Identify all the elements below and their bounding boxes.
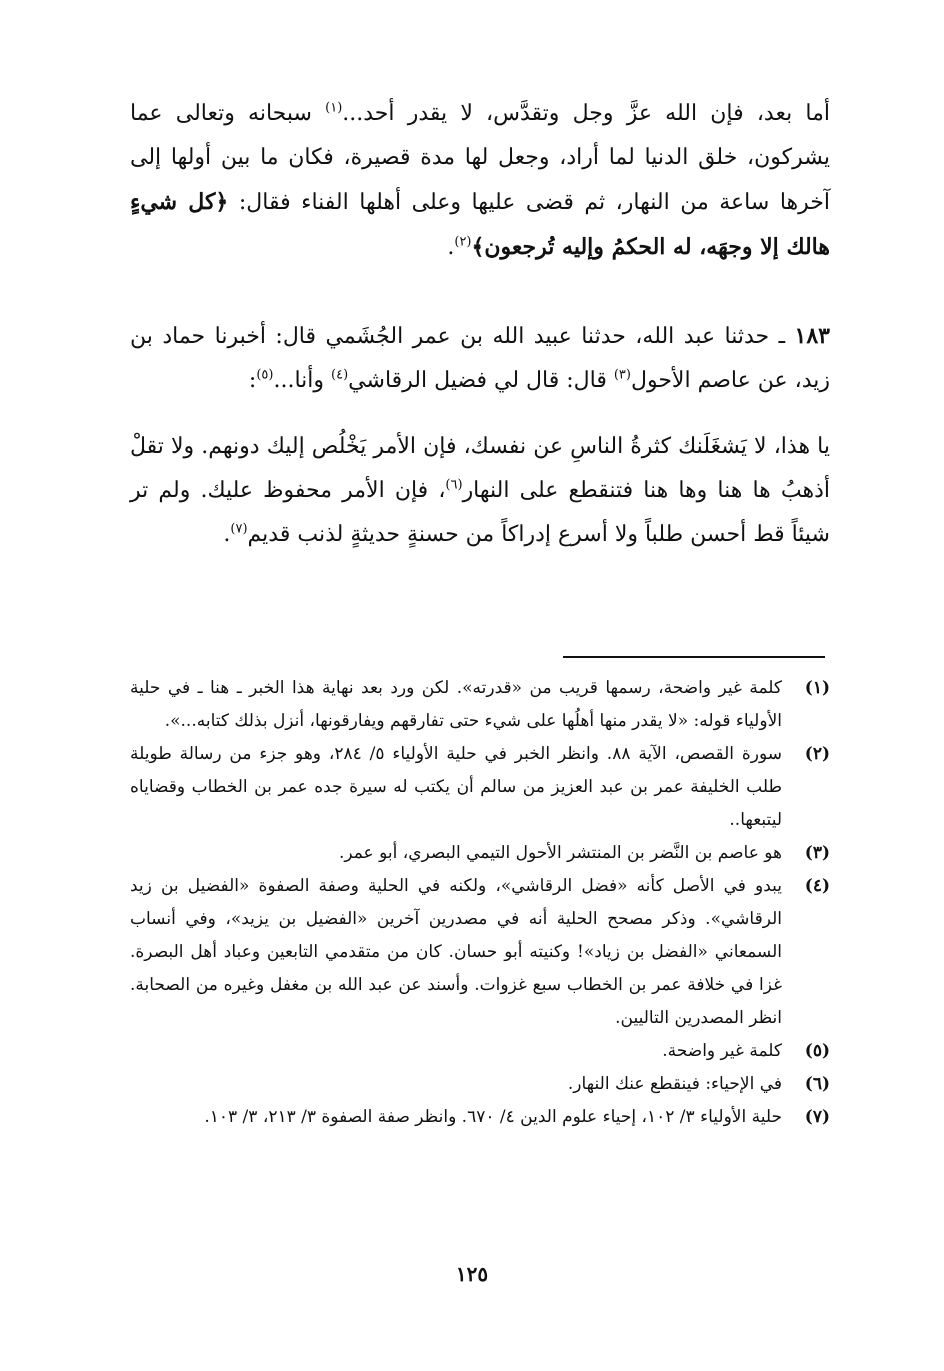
paragraph-1-text-a: أما بعد، فإن الله عزَّ وجل وتقدَّس، لا يقدر أحد...: [342, 101, 830, 126]
footnote-7: [130, 1101, 830, 1134]
spacer: [130, 403, 830, 425]
footnote-ref-2[interactable]: (٢): [454, 234, 472, 250]
paragraph-2-text-a: ـ حدثنا عبد الله، حدثنا عبيد الله بن عمر الجُشَمي قال: أخبرنا حماد بن زيد، عن عاصم الأحول: [130, 324, 830, 393]
footnote-ref-4[interactable]: (٤): [331, 367, 349, 383]
footnote-2: [130, 738, 830, 837]
page-number: ١٢٥: [455, 1262, 489, 1286]
footnote-number: (٧): [804, 1107, 830, 1127]
footnote-text: سورة القصص، الآية ٨٨. وانظر الخبر في حلية الأولياء ٥/ ٢٨٤، وهو جزء من رسالة طويلة طلب الخليفة عمر بن عبد العزيز من سالم أن يكتب له سيرة جده عمر بن الخطاب وقضاياه ليتبعها..: [130, 744, 782, 830]
paragraph-2-end: :: [248, 368, 257, 393]
paragraph-1-text-b: سبحانه وتعالى عما يشركون، خلق الدنيا لما أراد، وجعل لها مدة قصيرة، فكان ما بين أولها إلى آخرها ساعة من النهار، ثم قضى عليها وعلى أهلها الفناء فقال:: [130, 101, 830, 215]
footnote-number: (١): [804, 678, 830, 698]
footnote-5: [130, 1035, 830, 1068]
paragraph-2-text-b: قال: قال لي فضيل الرقاشي: [348, 368, 614, 393]
footnote-ref-5[interactable]: (٥): [256, 367, 274, 383]
footnote-text: هو عاصم بن النَّضر بن المنتشر الأحول التيمي البصري، أبو عمر.: [338, 843, 782, 863]
paragraph-1-end: .: [447, 235, 455, 260]
footnote-number: (٣): [804, 843, 830, 863]
footnote-number: (٦): [804, 1074, 830, 1094]
paragraph-3: [130, 425, 830, 557]
footnote-text: حلية الأولياء ٣/ ١٠٢، إحياء علوم الدين ٤/ ٦٧٠. وانظر صفة الصفوة ٣/ ٢١٣، ٣/ ١٠٣.: [204, 1107, 782, 1127]
paragraph-2: [130, 314, 830, 403]
footnote-divider: [563, 656, 825, 658]
footnotes: [130, 672, 830, 1134]
paragraph-2-text-c: وأنا...: [273, 368, 332, 393]
footnote-text: كلمة غير واضحة، رسمها قريب من «قدرته». لكن ورد بعد نهاية هذا الخبر ـ هنا ـ في حلية الأولياء قوله: «لا يقدر منها أهلُها على شيء حتى تفارقهم ويفارقونها، أنزل بذلك كتابه...».: [130, 678, 782, 731]
footnote-4: [130, 870, 830, 1035]
footnote-3: [130, 837, 830, 870]
paragraph-1: [130, 92, 830, 270]
footnote-number: (٥): [804, 1041, 830, 1061]
footnote-6: [130, 1068, 830, 1101]
main-text: [130, 92, 830, 557]
footnote-text: يبدو في الأصل كأنه «فضل الرقاشي»، ولكنه في الحلية وصفة الصفوة «الفضيل بن زيد الرقاشي». وذكر مصحح الحلية أنه في مصدرين آخرين «الفضيل بن يزيد»، وفي أنساب السمعاني «الفضل بن زياد»! وكنيته أبو حسان. كان من متقدمي التابعين وعباد أهل البصرة. غزا في خلافة عمر بن الخطاب سبع غزوات. وأسند عن عبد الله بن مغفل وغيره من الصحابة. انظر المصدرين التاليين.: [130, 876, 782, 1028]
footnote-text: كلمة غير واضحة.: [662, 1041, 782, 1061]
paragraph-3-text-a: يا هذا، لا يَشغَلَنك كثرةُ الناسِ عن نفسك، فإن الأمر يَخْلُص إليك دونهم. ولا تقلْ أذهبُ ها هنا وها هنا فتنقطع على النهار: [130, 434, 830, 503]
paragraph-3-text-b: ، فإن الأمر محفوظ عليك. ولم تر شيئاً قط أحسن طلباً ولا أسرع إدراكاً من حسنةٍ حديثةٍ لذنب قديم: [130, 478, 830, 547]
footnote-ref-3[interactable]: (٣): [613, 367, 631, 383]
footnote-ref-7[interactable]: (٧): [230, 521, 248, 537]
quran-quote: ﴿كل شيءٍ هالك إلا وجهَه، له الحكمُ وإليه تُرجعون﴾: [130, 189, 830, 260]
footnote-number: (٢): [804, 744, 830, 764]
footnote-ref-1[interactable]: (١): [325, 100, 343, 116]
paragraph-3-end: .: [223, 522, 231, 547]
spacer: [130, 270, 830, 314]
footnote-1: [130, 672, 830, 738]
footnote-ref-6[interactable]: (٦): [445, 477, 463, 493]
footnote-number: (٤): [804, 876, 830, 896]
footnote-text: في الإحياء: فينقطع عنك النهار.: [567, 1074, 782, 1094]
narration-number: ١٨٣: [794, 323, 830, 349]
